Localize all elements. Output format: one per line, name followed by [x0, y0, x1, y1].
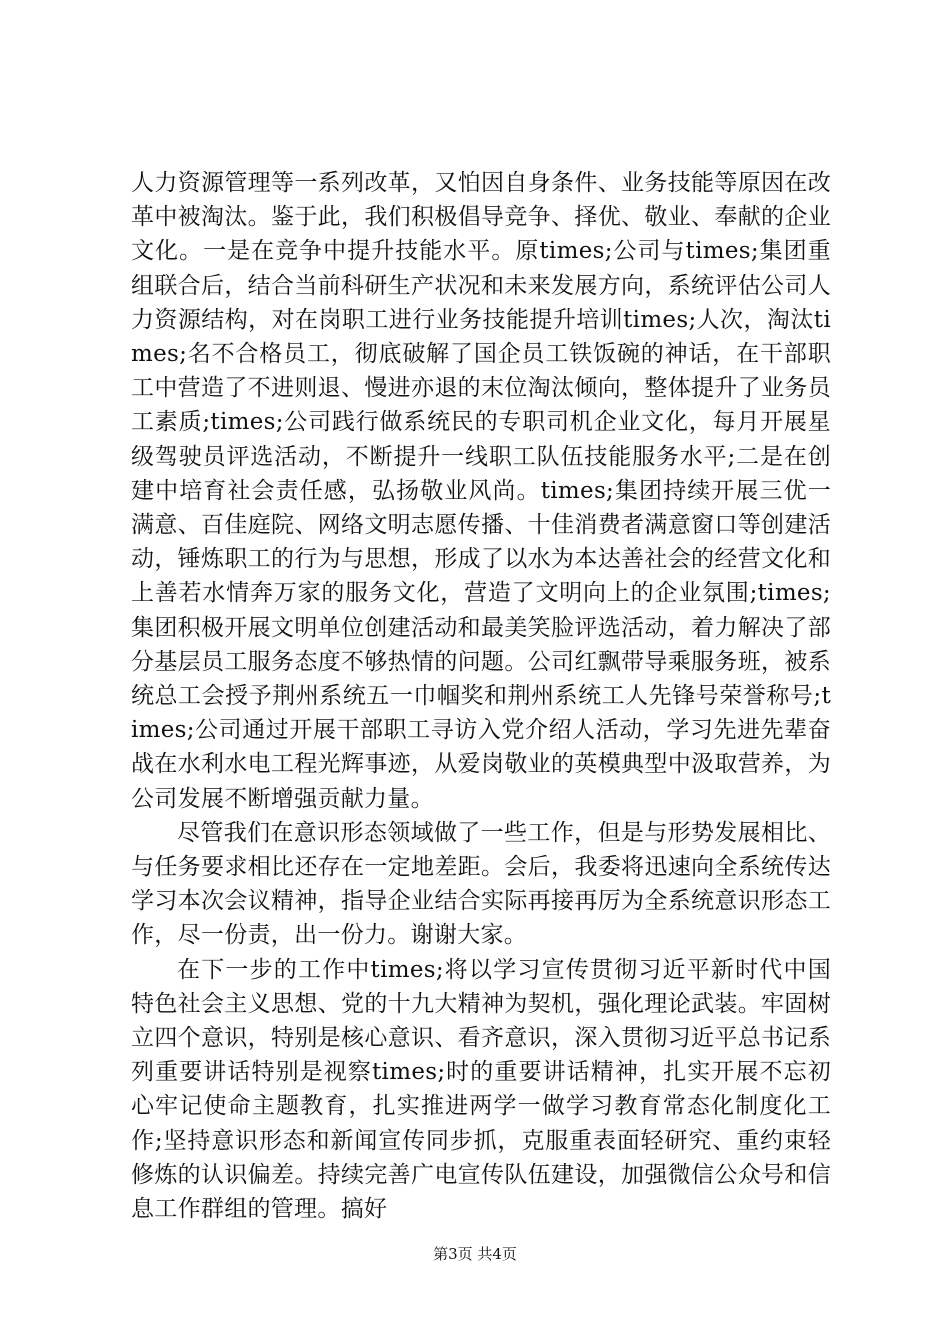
document-body [131, 166, 831, 1226]
paragraph-continued: 人力资源管理等一系列改革，又怕因自身条件、业务技能等原因在改革中被淘汰。鉴于此，我们积极倡导竞争、择优、敬业、奉献的企业文化。一是在竞争中提升技能水平。原times;公司与times;集团重组联合后，结合当前科研生产状况和未来发展方向，系统评估公司人力资源结构，对在岗职工进行业务技能提升培训times;人次，淘汰times;名不合格员工，彻底破解了国企员工铁饭碗的神话，在干部职工中营造了不进则退、慢进亦退的末位淘汰倾向，整体提升了业务员工素质;times;公司践行做系统民的专职司机企业文化，每月开展星级驾驶员评选活动，不断提升一线职工队伍技能服务水平;二是在创建中培育社会责任感，弘扬敬业风尚。times;集团持续开展三优一满意、百佳庭院、网络文明志愿传播、十佳消费者满意窗口等创建活动，锤炼职工的行为与思想，形成了以水为本达善社会的经营文化和上善若水情奔万家的服务文化，营造了文明向上的企业氛围;times;集团积极开展文明单位创建活动和最美笑脸评选活动，着力解决了部分基层员工服务态度不够热情的问题。公司红飘带导乘服务班，被系统总工会授予荆州系统五一巾帼奖和荆州系统工人先锋号荣誉称号;times;公司通过开展干部职工寻访入党介绍人活动，学习先进先辈奋战在水利水电工程光辉事迹，从爱岗敬业的英模典型中汲取营养，为公司发展不断增强贡献力量。 [131, 170, 831, 812]
paragraph: 在下一步的工作中times;将以学习宣传贯彻习近平新时代中国特色社会主义思想、党的十九大精神为契机，强化理论武装。牢固树立四个意识，特别是核心意识、看齐意识，深入贯彻习近平总书记系列重要讲话特别是视察times;时的重要讲话精神，扎实开展不忘初心牢记使命主题教育，扎实推进两学一做学习教育常态化制度化工作;坚持意识形态和新闻宣传同步抓，克服重表面轻研究、重约束轻修炼的认识偏差。持续完善广电宣传队伍建设，加强微信公众号和信息工作群组的管理。搞好 [131, 956, 831, 1223]
paragraph: 尽管我们在意识形态领域做了一些工作，但是与形势发展相比、与任务要求相比还存在一定地差距。会后，我委将迅速向全系统传达学习本次会议精神，指导企业结合实际再接再厉为全系统意识形态工作，尽一份责，出一份力。谢谢大家。 [131, 819, 831, 949]
page-footer: 第3页 共4页 [433, 1245, 517, 1263]
